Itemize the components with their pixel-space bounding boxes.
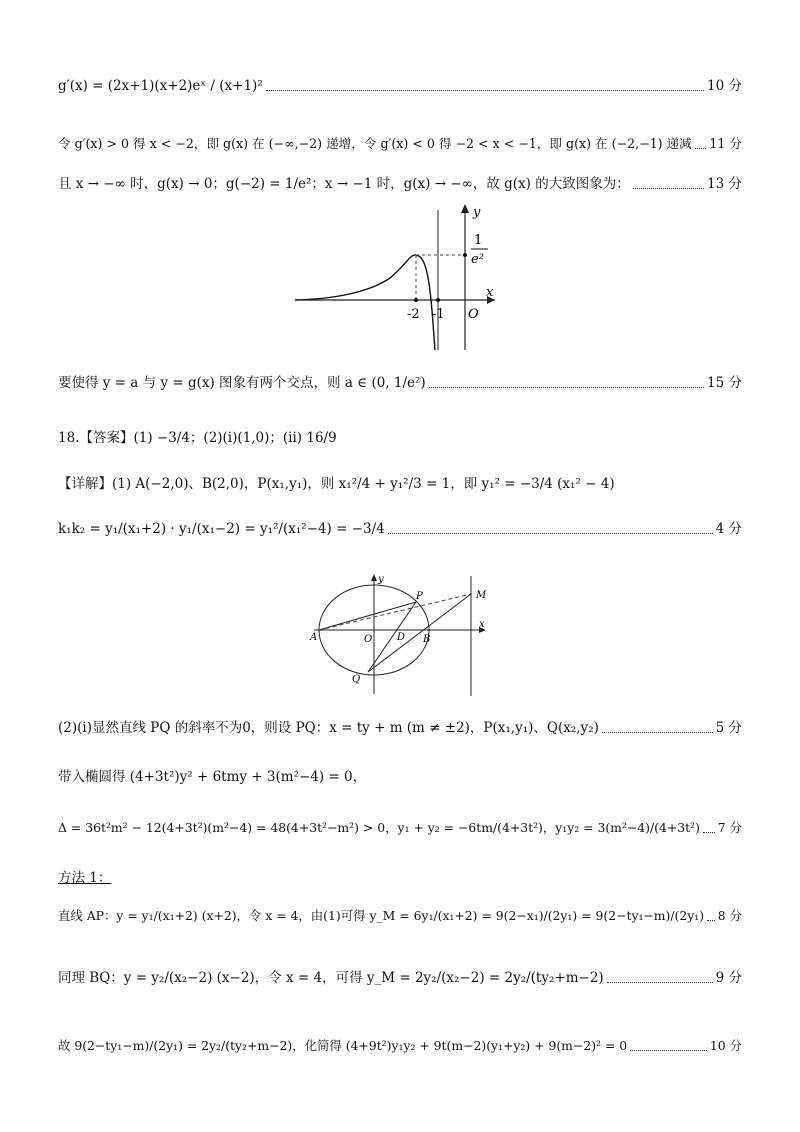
point-Q-label: Q bbox=[352, 674, 361, 685]
score-label: 13 分 bbox=[707, 176, 742, 192]
leader-dots bbox=[388, 533, 713, 534]
point-O-label: O bbox=[364, 634, 373, 645]
derivative-line bbox=[58, 80, 742, 94]
point-D-label: D bbox=[397, 632, 406, 643]
discriminant-expr: Δ = 36t²m² − 12(4+3t²)(m²−4) = 48(4+3t²−m²) > 0，y₁ + y₂ = −6tm/(4+3t²)，y₁y₂ = 3(m²−4)/(4+3t²) bbox=[58, 820, 700, 835]
g-curve bbox=[295, 255, 435, 350]
y-axis-label: y bbox=[473, 205, 481, 220]
score-label: 8 分 bbox=[717, 908, 742, 923]
detail-line: 【详解】(1) A(−2,0)、B(2,0)，P(x₁,y₁)，则 x₁²/4 + y₁²/3 = 1，即 y₁² = −3/4 (x₁² − 4) bbox=[58, 476, 615, 492]
discriminant-line bbox=[58, 822, 742, 834]
score-label: 7 分 bbox=[717, 820, 742, 835]
method-heading: 方法 1： bbox=[58, 870, 112, 886]
leader-dots bbox=[633, 188, 704, 189]
line-AP-eq bbox=[58, 910, 742, 922]
origin-label: O bbox=[468, 307, 479, 322]
y-axis-arrow bbox=[461, 204, 469, 213]
leader-dots bbox=[266, 90, 704, 91]
tick-neg2-point bbox=[414, 298, 418, 302]
line-PQ-setup-expr: (2)(i)显然直线 PQ 的斜率不为0，则设 PQ：x = ty + m (m ≠ ±2)，P(x₁,y₁)、Q(x₂,y₂) bbox=[58, 720, 599, 736]
derivative-expr: g′(x) = (2x+1)(x+2)eˣ / (x+1)² bbox=[58, 78, 263, 94]
slope-product-expr: k₁k₂ = y₁/(x₁+2) · y₁/(x₁−2) = y₁²/(x₁²−4) = −3/4 bbox=[58, 521, 385, 537]
point-M-label: M bbox=[476, 590, 487, 601]
simplify-line bbox=[58, 1040, 742, 1052]
slope-product-line bbox=[58, 523, 742, 537]
line-AM bbox=[319, 594, 471, 630]
leader-dots bbox=[695, 148, 707, 149]
leader-dots bbox=[707, 920, 715, 921]
point-P-label: P bbox=[416, 591, 423, 602]
line-AP-expr: 直线 AP：y = y₁/(x₁+2) (x+2)，令 x = 4，由(1)可得 y_M = 6y₁/(x₁+2) = 9(2−x₁)/(2y₁) = 9(2−ty₁−m)/(2y₁) bbox=[58, 908, 705, 923]
monotonic-expr: 令 g′(x) > 0 得 x < −2，即 g(x) 在 (−∞,−2) 递增，令 g′(x) < 0 得 −2 < x < −1，即 g(x) 在 (−2,−1) 递减 bbox=[58, 136, 692, 151]
leader-dots bbox=[607, 982, 713, 983]
score-label: 10 分 bbox=[709, 1038, 742, 1053]
line-BQ-eq bbox=[58, 972, 742, 986]
peak-value-numerator: 1 bbox=[474, 233, 483, 248]
line-PQ-setup bbox=[58, 722, 742, 736]
intersection-expr: 要使得 y = a 与 y = g(x) 图象有两个交点，则 a ∈ (0, 1/e²) bbox=[58, 375, 426, 391]
y-axis-label: y bbox=[378, 574, 384, 585]
intersection-line bbox=[58, 377, 742, 391]
line-BQ-expr: 同理 BQ：y = y₂/(x₂−2) (x−2)，令 x = 4，可得 y_M = 2y₂/(x₂−2) = 2y₂/(ty₂+m−2) bbox=[58, 970, 604, 986]
y-axis-arrow bbox=[371, 574, 377, 581]
peak-value-denominator: e² bbox=[471, 252, 484, 267]
simplify-expr: 故 9(2−ty₁−m)/(2y₁) = 2y₂/(ty₂+m−2)，化简得 (4+9t²)y₁y₂ + 9t(m−2)(y₁+y₂) + 9(m−2)² = 0 bbox=[58, 1038, 628, 1053]
ellipse-figure bbox=[308, 572, 496, 700]
peak-point bbox=[463, 253, 467, 257]
tick-neg1-point bbox=[436, 298, 440, 302]
point-A-label: A bbox=[310, 632, 318, 643]
x-axis-label: x bbox=[486, 285, 494, 300]
score-label: 9 分 bbox=[715, 970, 742, 986]
leader-dots bbox=[602, 732, 713, 733]
limit-expr: 且 x → −∞ 时，g(x) → 0；g(−2) = 1/e²；x → −1 时，g(x) → −∞，故 g(x) 的大致图象为： bbox=[58, 176, 630, 192]
leader-dots bbox=[630, 1050, 707, 1051]
leader-dots bbox=[429, 387, 704, 388]
score-label: 4 分 bbox=[715, 521, 742, 537]
score-label: 15 分 bbox=[707, 375, 742, 391]
point-B-label: B bbox=[423, 634, 431, 645]
tick-neg2-label: -2 bbox=[407, 307, 420, 322]
x-axis-label: x bbox=[479, 619, 485, 630]
g-graph bbox=[290, 200, 510, 352]
line-PQ bbox=[368, 602, 416, 672]
substitute-line: 带入椭圆得 (4+3t²)y² + 6tmy + 3(m²−4) = 0， bbox=[58, 769, 367, 785]
line-QM bbox=[368, 594, 471, 672]
tick-neg1-label: -1 bbox=[432, 307, 445, 322]
line-AP bbox=[319, 602, 416, 630]
monotonic-line bbox=[58, 138, 742, 151]
limit-line bbox=[58, 178, 742, 192]
score-label: 5 分 bbox=[715, 720, 742, 736]
score-label: 11 分 bbox=[709, 136, 742, 151]
leader-dots bbox=[703, 832, 715, 833]
answer-line: 18.【答案】(1) −3/4；(2)(i)(1,0)；(ii) 16/9 bbox=[58, 430, 337, 446]
score-label: 10 分 bbox=[707, 78, 742, 94]
